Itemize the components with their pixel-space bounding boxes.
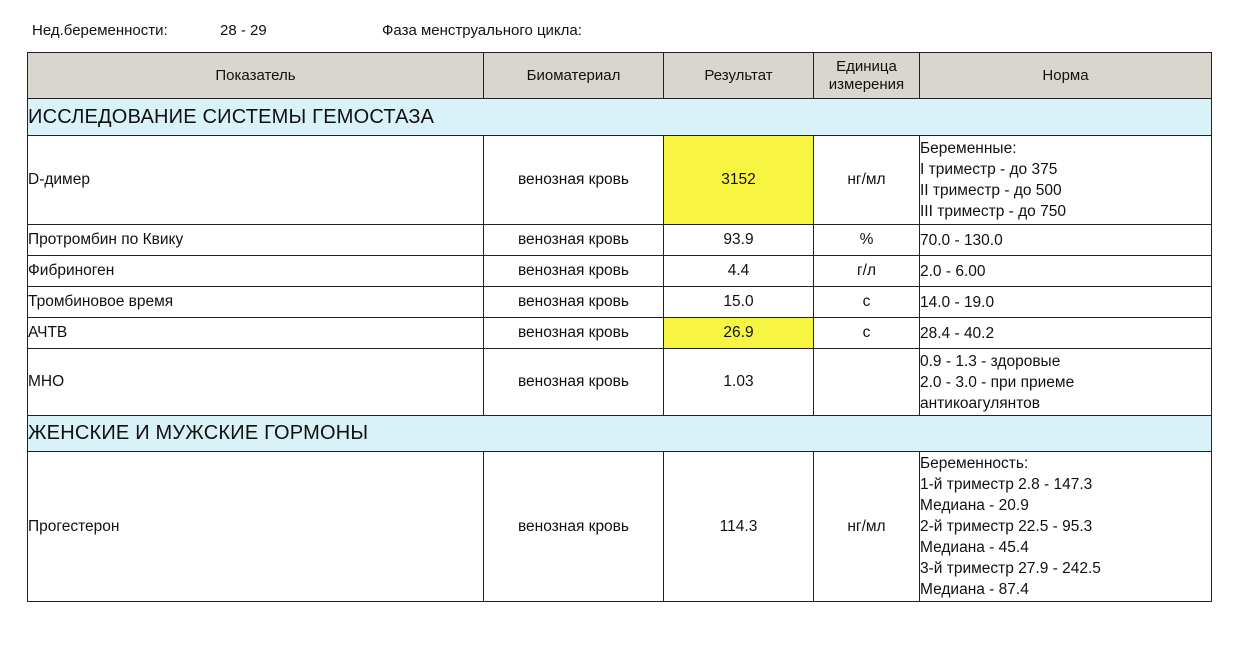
indicator-name: Фибриноген bbox=[28, 256, 484, 287]
norm-line: Медиана - 20.9 bbox=[920, 497, 1029, 514]
section-title: ИССЛЕДОВАНИЕ СИСТЕМЫ ГЕМОСТАЗА bbox=[28, 99, 1212, 136]
unit: г/л bbox=[814, 256, 920, 287]
result-value: 26.9 bbox=[664, 318, 814, 349]
unit: с bbox=[814, 318, 920, 349]
biomaterial: венозная кровь bbox=[484, 287, 664, 318]
norm bbox=[920, 318, 1212, 349]
norm-line: Беременные: bbox=[920, 140, 1017, 157]
unit: с bbox=[814, 287, 920, 318]
table-row bbox=[28, 287, 1212, 318]
norm-line: 2.0 - 3.0 - при приеме bbox=[920, 373, 1075, 391]
table-row bbox=[28, 318, 1212, 349]
unit: % bbox=[814, 225, 920, 256]
table-row bbox=[28, 136, 1212, 225]
result-value: 1.03 bbox=[664, 349, 814, 416]
norm bbox=[920, 452, 1212, 602]
norm-line: 3-й триместр 27.9 - 242.5 bbox=[920, 560, 1101, 577]
result-value: 114.3 bbox=[664, 452, 814, 602]
col-header-unit bbox=[814, 53, 920, 99]
col-header-unit-line1: Единица bbox=[836, 57, 897, 75]
norm-line: I триместр - до 375 bbox=[920, 161, 1058, 178]
indicator-name: МНО bbox=[28, 349, 484, 416]
norm-line: Медиана - 45.4 bbox=[920, 539, 1029, 556]
norm bbox=[920, 136, 1212, 225]
norm-line: 2.0 - 6.00 bbox=[920, 262, 986, 280]
norm bbox=[920, 349, 1212, 416]
norm-line: Медиана - 87.4 bbox=[920, 581, 1029, 598]
norm-line: II триместр - до 500 bbox=[920, 182, 1062, 199]
result-value: 93.9 bbox=[664, 225, 814, 256]
norm bbox=[920, 256, 1212, 287]
result-value: 15.0 bbox=[664, 287, 814, 318]
col-header-unit-line2: измерения bbox=[828, 75, 905, 93]
biomaterial: венозная кровь bbox=[484, 256, 664, 287]
table-row bbox=[28, 225, 1212, 256]
norm bbox=[920, 225, 1212, 256]
results-table bbox=[27, 52, 1212, 602]
norm-line: Беременность: bbox=[920, 455, 1029, 472]
biomaterial: венозная кровь bbox=[484, 349, 664, 416]
table-row bbox=[28, 452, 1212, 602]
col-header-biomaterial: Биоматериал bbox=[484, 53, 664, 99]
norm-line: 70.0 - 130.0 bbox=[920, 231, 1003, 249]
col-header-norm: Норма bbox=[920, 53, 1212, 99]
unit: нг/мл bbox=[814, 136, 920, 225]
section-hormones-row bbox=[28, 416, 1212, 452]
table-row bbox=[28, 349, 1212, 416]
indicator-name: Тромбиновое время bbox=[28, 287, 484, 318]
unit: нг/мл bbox=[814, 452, 920, 602]
indicator-name: D-димер bbox=[28, 136, 484, 225]
table-header-row bbox=[28, 53, 1212, 99]
result-value: 3152 bbox=[664, 136, 814, 225]
biomaterial: венозная кровь bbox=[484, 225, 664, 256]
norm-line: 14.0 - 19.0 bbox=[920, 293, 995, 311]
norm bbox=[920, 287, 1212, 318]
unit bbox=[814, 349, 920, 416]
norm-line: III триместр - до 750 bbox=[920, 203, 1066, 220]
norm-line: антикоагулянтов bbox=[920, 394, 1040, 412]
cycle-phase-label: Фаза менструального цикла: bbox=[382, 22, 582, 39]
indicator-name: Протромбин по Квику bbox=[28, 225, 484, 256]
biomaterial: венозная кровь bbox=[484, 136, 664, 225]
weeks-value: 28 - 29 bbox=[220, 22, 267, 39]
weeks-label: Нед.беременности: bbox=[32, 22, 168, 39]
norm-line: 28.4 - 40.2 bbox=[920, 324, 995, 342]
norm-line: 1-й триместр 2.8 - 147.3 bbox=[920, 476, 1093, 493]
result-value: 4.4 bbox=[664, 256, 814, 287]
indicator-name: Прогестерон bbox=[28, 452, 484, 602]
biomaterial: венозная кровь bbox=[484, 318, 664, 349]
biomaterial: венозная кровь bbox=[484, 452, 664, 602]
indicator-name: АЧТВ bbox=[28, 318, 484, 349]
norm-line: 2-й триместр 22.5 - 95.3 bbox=[920, 518, 1093, 535]
section-title: ЖЕНСКИЕ И МУЖСКИЕ ГОРМОНЫ bbox=[28, 416, 1212, 452]
col-header-result: Результат bbox=[664, 53, 814, 99]
section-hemostasis-row bbox=[28, 99, 1212, 136]
col-header-indicator: Показатель bbox=[28, 53, 484, 99]
table-row bbox=[28, 256, 1212, 287]
norm-line: 0.9 - 1.3 - здоровые bbox=[920, 352, 1061, 370]
